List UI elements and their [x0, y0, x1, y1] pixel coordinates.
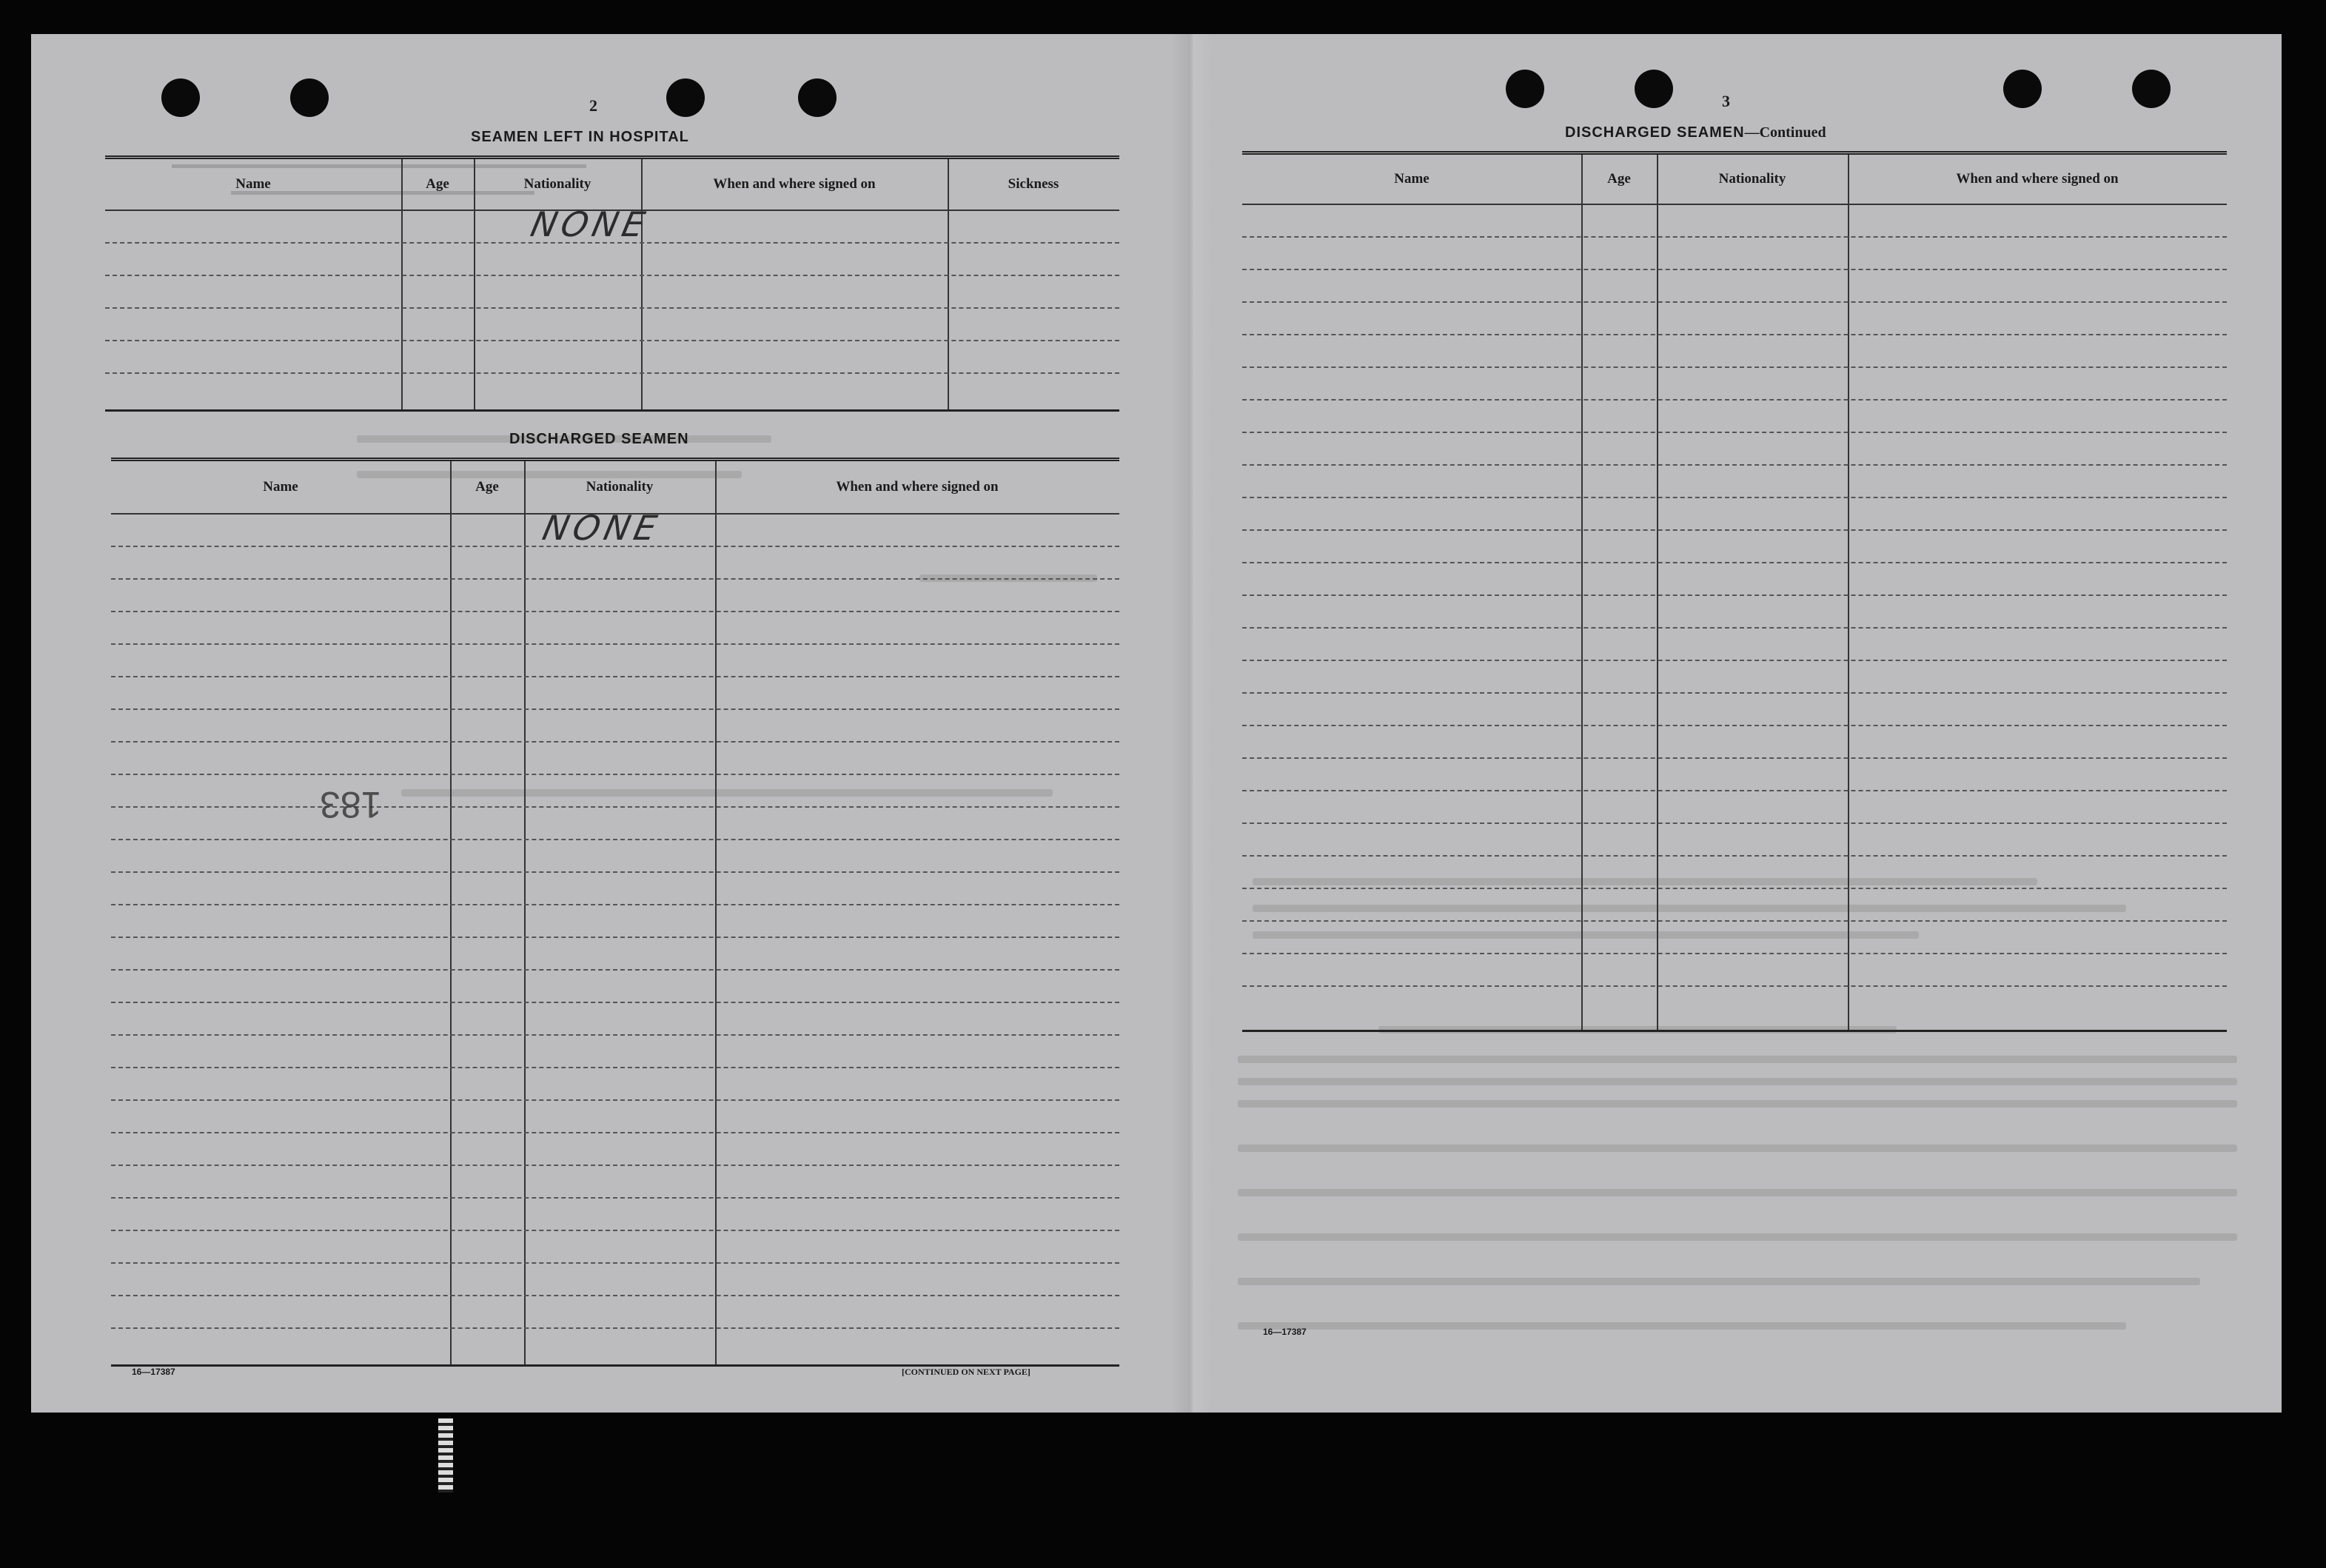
column-header-age: Age: [1607, 171, 1631, 187]
row-rule: [111, 774, 1119, 775]
row-rule: [111, 1262, 1119, 1264]
row-rule: [111, 578, 1119, 580]
column-divider: [1848, 155, 1849, 1030]
column-header-signed-on: When and where signed on: [836, 479, 999, 495]
page-number-right: 3: [1722, 92, 1730, 110]
handwritten-none: NONE: [539, 508, 665, 548]
row-rule: [1242, 692, 2227, 694]
discharged-continued-header: [1242, 155, 2227, 205]
column-header-nationality: Nationality: [586, 479, 654, 495]
row-rule: [111, 937, 1119, 938]
stamp-number: 183: [320, 784, 382, 825]
hospital-table-header: [105, 159, 1119, 211]
paper-tab: [438, 1418, 453, 1492]
row-rule: [1242, 497, 2227, 498]
form-code-right: 16—17387: [1263, 1327, 1307, 1337]
discharged-continued-title: [1565, 124, 1826, 141]
row-rule: [1242, 822, 2227, 824]
column-divider: [450, 461, 452, 1364]
column-divider: [715, 461, 717, 1364]
column-header-nationality: Nationality: [523, 176, 591, 192]
column-header-name: Name: [263, 479, 298, 495]
row-rule: [1242, 236, 2227, 238]
column-header-name: Name: [235, 176, 271, 192]
row-rule: [111, 1067, 1119, 1068]
bleed-through-mark: [1238, 1100, 2237, 1108]
row-rule: [1242, 594, 2227, 596]
row-rule: [111, 1165, 1119, 1166]
row-rule: [105, 275, 1119, 276]
document-sheet: [31, 34, 2282, 1413]
punch-hole: [1506, 70, 1544, 108]
row-rule: [1242, 888, 2227, 889]
row-rule: [1242, 432, 2227, 433]
row-rule: [1242, 985, 2227, 987]
row-rule: [1242, 269, 2227, 270]
row-rule: [111, 708, 1119, 710]
punch-hole: [666, 78, 705, 117]
row-rule: [111, 1099, 1119, 1101]
column-header-signed-on: When and where signed on: [713, 176, 876, 192]
bleed-through-mark: [1238, 1145, 2237, 1152]
discharged-continued-table: [1242, 151, 2227, 1032]
row-rule: [111, 1034, 1119, 1036]
form-code-left: 16—17387: [132, 1367, 175, 1377]
column-divider: [524, 461, 526, 1364]
row-rule: [1242, 366, 2227, 368]
column-divider: [1657, 155, 1658, 1030]
row-rule: [105, 340, 1119, 341]
punch-hole: [1635, 70, 1673, 108]
punch-hole: [798, 78, 837, 117]
row-rule: [1242, 660, 2227, 661]
row-rule: [111, 1327, 1119, 1329]
row-rule: [105, 307, 1119, 309]
bleed-through-mark: [1238, 1322, 2126, 1330]
row-rule: [1242, 953, 2227, 954]
row-rule: [1242, 757, 2227, 759]
column-divider: [1581, 155, 1583, 1030]
punch-hole: [161, 78, 200, 117]
page-number-left: 2: [589, 96, 597, 115]
bleed-through-mark: [1238, 1056, 2237, 1063]
row-rule: [111, 611, 1119, 612]
row-rule: [111, 1002, 1119, 1003]
row-rule: [1242, 334, 2227, 335]
row-rule: [111, 1132, 1119, 1133]
hospital-section-title: SEAMEN LEFT IN HOSPITAL: [471, 129, 689, 145]
row-rule: [1242, 529, 2227, 531]
bleed-through-mark: [1238, 1078, 2237, 1085]
bleed-through-mark: [1238, 1278, 2200, 1285]
row-rule: [1242, 562, 2227, 563]
discharged-section-title: DISCHARGED SEAMEN: [509, 431, 689, 447]
column-header-age: Age: [426, 176, 449, 192]
page-fold: [1171, 34, 1213, 1413]
row-rule: [1242, 399, 2227, 401]
handwritten-none: NONE: [527, 204, 653, 244]
row-rule: [1242, 855, 2227, 857]
row-rule: [111, 1295, 1119, 1296]
continued-note: [CONTINUED ON NEXT PAGE]: [902, 1367, 1030, 1377]
column-header-sickness: Sickness: [1008, 176, 1059, 192]
row-rule: [111, 741, 1119, 743]
row-rule: [1242, 725, 2227, 726]
bleed-through-mark: [1238, 1189, 2237, 1196]
row-rule: [111, 1197, 1119, 1199]
row-rule: [111, 969, 1119, 971]
punch-hole: [2003, 70, 2042, 108]
discharged-continued-title-main: DISCHARGED SEAMEN: [1565, 124, 1745, 141]
row-rule: [111, 904, 1119, 905]
row-rule: [111, 806, 1119, 808]
row-rule: [111, 676, 1119, 677]
discharged-table: [111, 458, 1119, 1367]
row-rule: [111, 643, 1119, 645]
row-rule: [1242, 920, 2227, 922]
bleed-through-mark: [1238, 1233, 2237, 1241]
row-rule: [105, 372, 1119, 374]
row-rule: [1242, 301, 2227, 303]
row-rule: [1242, 464, 2227, 466]
row-rule: [111, 871, 1119, 873]
column-header-nationality: Nationality: [1718, 171, 1786, 187]
column-header-age: Age: [475, 479, 499, 495]
discharged-continued-title-suffix: —Continued: [1744, 124, 1826, 141]
row-rule: [111, 1230, 1119, 1231]
discharged-table-header: [111, 461, 1119, 515]
column-header-name: Name: [1394, 171, 1430, 187]
column-header-signed-on: When and where signed on: [1956, 171, 2119, 187]
row-rule: [1242, 790, 2227, 791]
row-rule: [111, 839, 1119, 840]
hospital-table: [105, 155, 1119, 412]
punch-hole: [290, 78, 329, 117]
punch-hole: [2132, 70, 2171, 108]
row-rule: [1242, 627, 2227, 629]
